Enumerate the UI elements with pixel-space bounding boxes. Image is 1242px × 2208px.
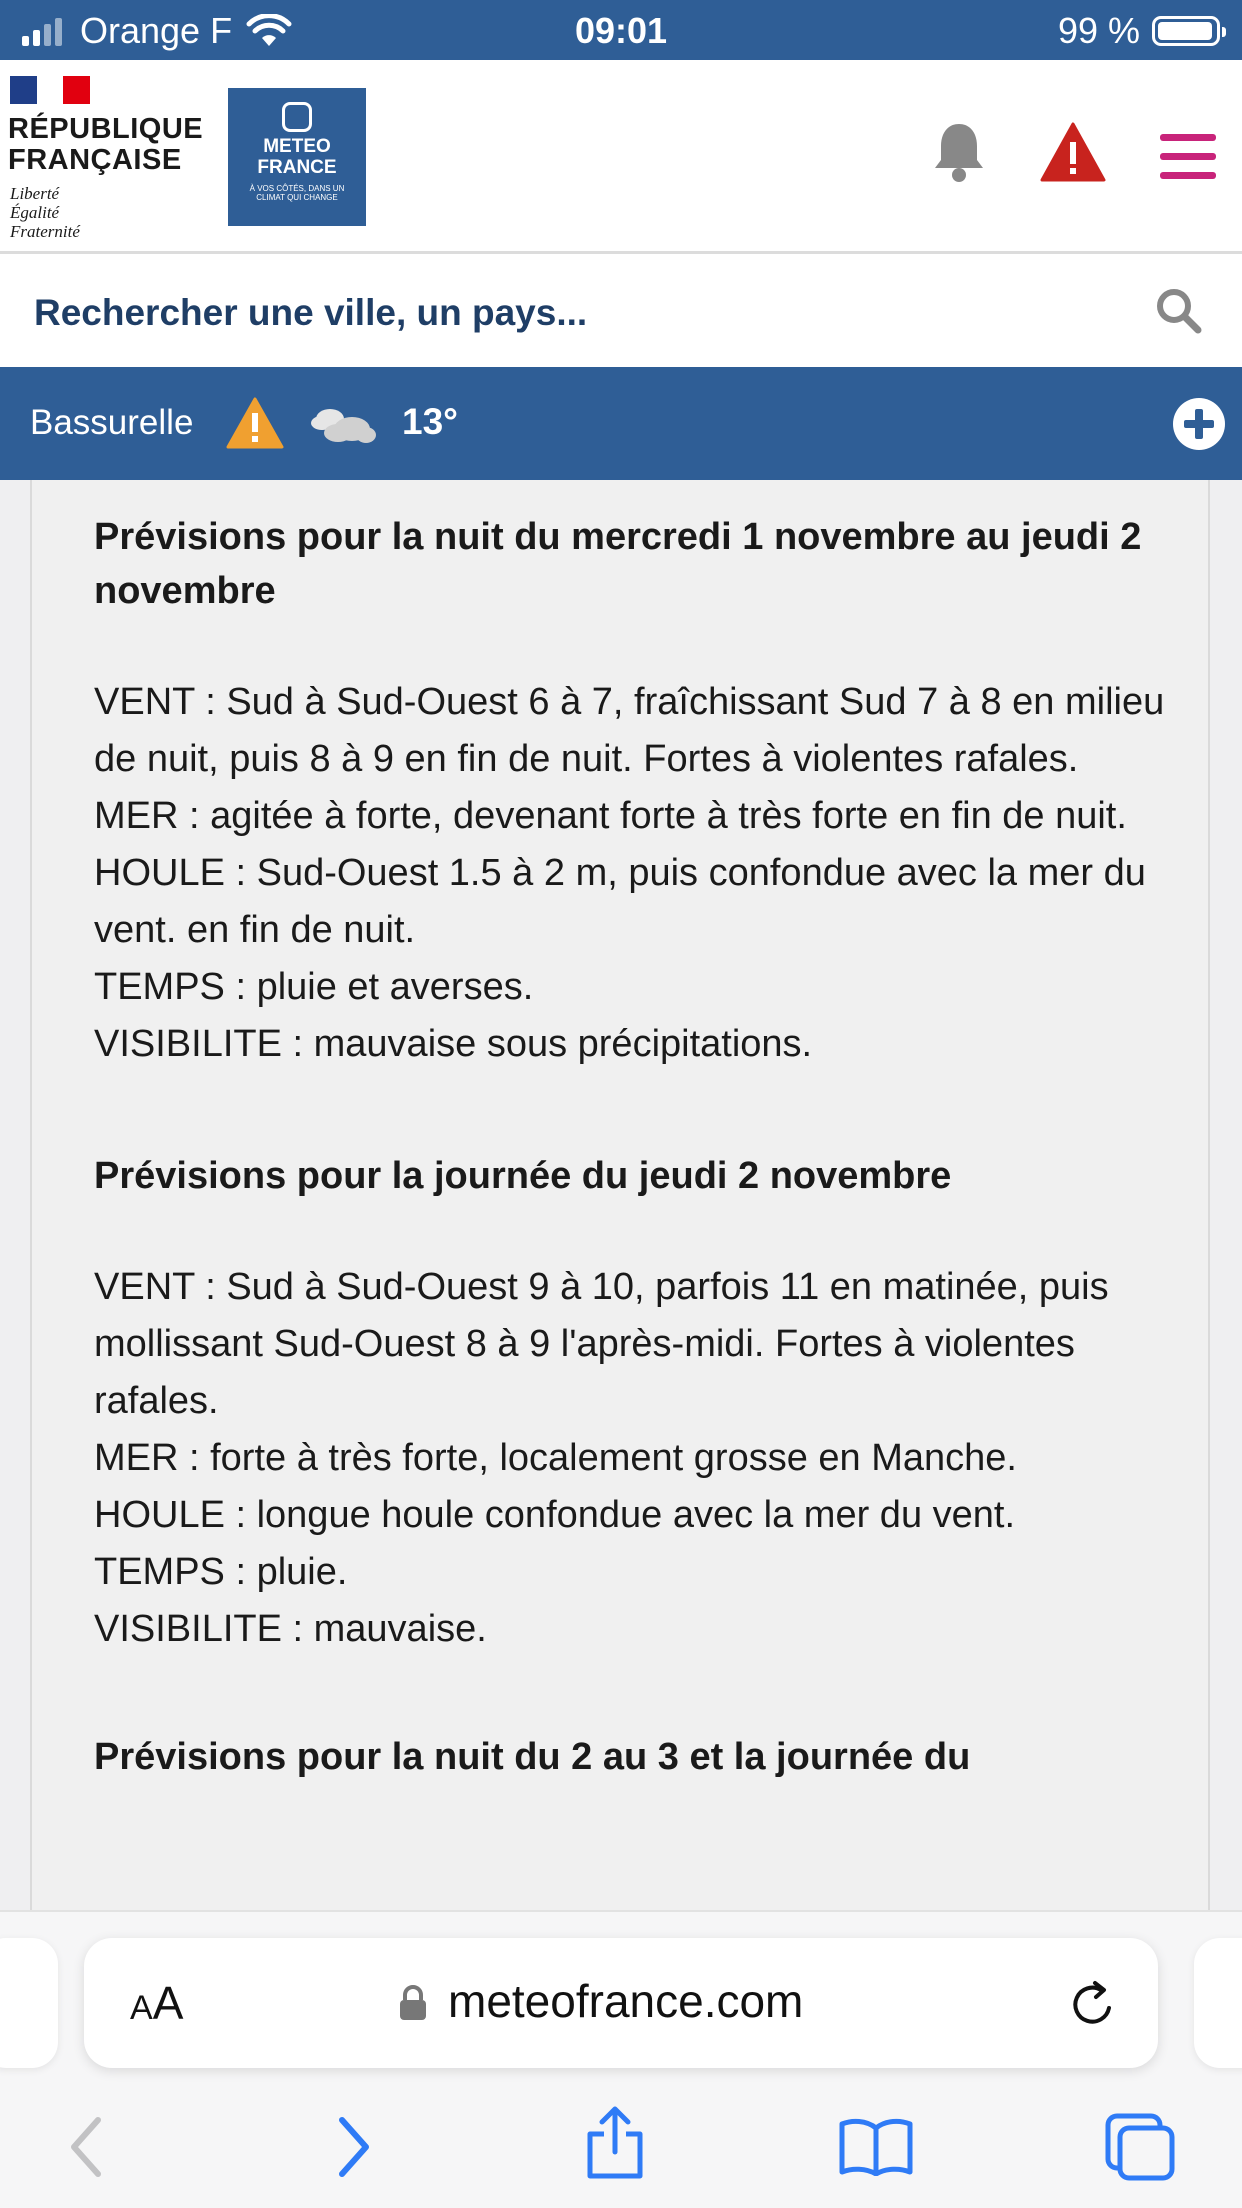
forecast-content (30, 480, 1210, 1910)
forecast-line: MER : forte à très forte, localement grosse en Manche. (94, 1437, 1017, 1479)
battery-icon (1152, 16, 1220, 46)
location-name[interactable]: Bassurelle (30, 403, 194, 442)
forecast-section (94, 510, 1184, 1073)
search-icon[interactable] (1154, 286, 1202, 334)
republique-francaise-flag-icon (10, 76, 90, 104)
text-size-small-a: A (130, 1989, 153, 2027)
forecast-line: TEMPS : pluie. (94, 1551, 348, 1593)
bookmarks-book-icon[interactable] (838, 2118, 914, 2176)
republic-motto (10, 184, 80, 241)
forecast-line: MER : agitée à forte, devenant forte à très forte en fin de nuit. (94, 795, 1127, 837)
header-actions (842, 60, 1242, 254)
forecast-line: HOULE : longue houle confondue avec la mer du vent. (94, 1494, 1016, 1536)
forecast-section (94, 1730, 1184, 1784)
warning-triangle-icon (226, 397, 284, 449)
logo-line2: FRANCE (257, 157, 337, 178)
republic-name-line2: FRANÇAISE (8, 144, 182, 176)
battery-percent: 99 % (1057, 10, 1140, 51)
forecast-section (94, 1149, 1184, 1658)
motto-line1: Liberté (10, 184, 60, 203)
text-size-large-a: A (152, 1977, 184, 2029)
site-header (0, 60, 1242, 254)
cloud-icon (308, 403, 378, 445)
back-chevron-icon[interactable] (66, 2116, 106, 2178)
forecast-line: VENT : Sud à Sud-Ouest 9 à 10, parfois 11 en matinée, puis mollissant Sud-Ouest 8 à 9 l'après-midi. Fortes à violentes rafales. (94, 1266, 1109, 1422)
text-size-button[interactable] (130, 1976, 183, 2030)
browser-toolbar (0, 2088, 1242, 2208)
status-right (1058, 10, 1220, 52)
browser-bottom-bar (0, 1910, 1242, 2208)
motto-line3: Fraternité (10, 222, 80, 241)
forecast-title: Prévisions pour la nuit du mercredi 1 novembre au jeudi 2 novembre (94, 516, 1142, 612)
republique-francaise-logo[interactable] (8, 114, 203, 176)
clock: 09:01 (574, 10, 668, 51)
current-temperature: 13° (402, 401, 458, 442)
forecast-line: VISIBILITE : mauvaise. (94, 1608, 487, 1650)
lock-icon (398, 1984, 428, 2022)
meteo-france-mark-icon (282, 102, 312, 132)
reload-icon[interactable] (1068, 1978, 1118, 2030)
republic-name-line1: RÉPUBLIQUE (8, 113, 204, 145)
status-bar (0, 0, 1242, 60)
forecast-line: VENT : Sud à Sud-Ouest 6 à 7, fraîchissant Sud 7 à 8 en milieu de nuit, puis 8 à 9 en fin de nuit. Fortes à violentes rafales. (94, 681, 1165, 780)
address-bar[interactable] (84, 1938, 1158, 2068)
menu-hamburger-icon[interactable] (1160, 134, 1216, 180)
forecast-line: TEMPS : pluie et averses. (94, 966, 534, 1008)
motto-line2: Égalité (10, 203, 60, 222)
search-bar[interactable] (0, 254, 1242, 367)
bell-icon[interactable] (930, 120, 988, 184)
add-favorite-icon[interactable] (1172, 397, 1226, 451)
meteo-france-logo[interactable] (228, 88, 366, 226)
logo-line1: METEO (263, 136, 331, 157)
forecast-sections (94, 510, 1184, 1860)
next-tab-preview[interactable] (1194, 1938, 1242, 2068)
alert-triangle-icon[interactable] (1040, 122, 1106, 182)
forecast-title: Prévisions pour la nuit du 2 au 3 et la journée du (94, 1736, 971, 1778)
share-icon[interactable] (584, 2106, 646, 2180)
tabs-overview-icon[interactable] (1104, 2112, 1176, 2182)
previous-tab-preview[interactable] (0, 1938, 58, 2068)
url-text[interactable]: meteofrance.com (448, 1975, 804, 2027)
forecast-line: VISIBILITE : mauvaise sous précipitations. (94, 1023, 813, 1065)
search-input[interactable]: Rechercher une ville, un pays... (34, 292, 588, 333)
carrier-name: Orange F (80, 10, 233, 51)
forward-chevron-icon[interactable] (334, 2116, 374, 2178)
forecast-title: Prévisions pour la journée du jeudi 2 novembre (94, 1155, 952, 1197)
location-bar[interactable] (0, 367, 1242, 480)
logo-tagline: À VOS CÔTÉS, DANS UN CLIMAT QUI CHANGE (249, 184, 345, 202)
forecast-line: HOULE : Sud-Ouest 1.5 à 2 m, puis confondue avec la mer du vent. en fin de nuit. (94, 852, 1146, 951)
